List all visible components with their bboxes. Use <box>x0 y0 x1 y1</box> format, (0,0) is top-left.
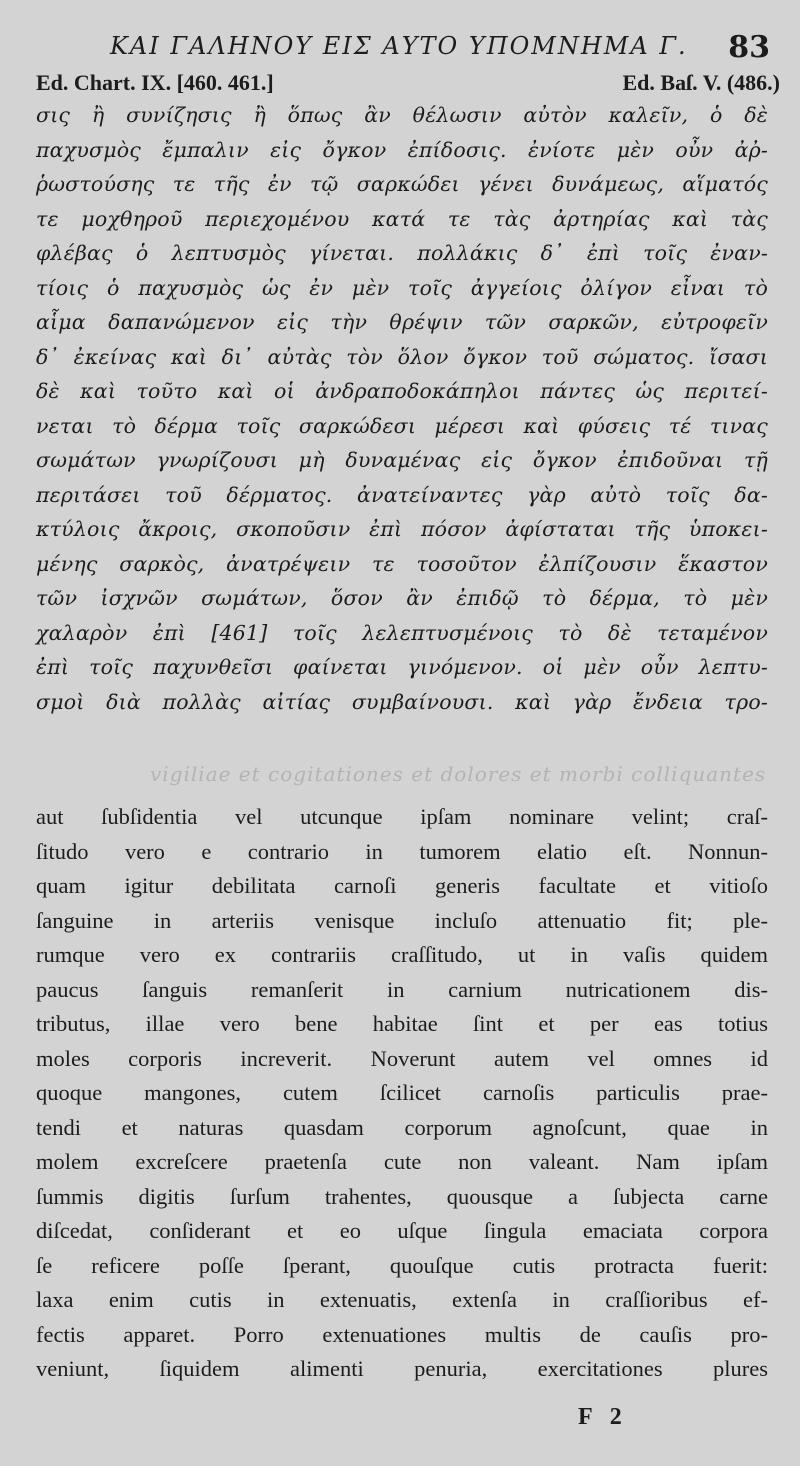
latin-line: quam igitur debilitata carnoſi generis facultate et vitioſo <box>36 873 768 898</box>
running-head <box>0 28 800 68</box>
running-title: ΚΑΙ ΓΑΛΗΝΟΥ ΕΙΣ ΑΥΤΟ ΥΠΟΜΝΗΜΑ Γ. <box>110 32 688 60</box>
greek-line: δ᾽ ἐκείνας καὶ δι᾽ αὐτὰς τὸν ὅλον ὄγκον τοῦ σώματος. ἴσασι <box>36 344 768 369</box>
latin-line: tendi et naturas quasdam corporum agnoſcunt, quae in <box>36 1114 768 1140</box>
latin-line: quoque mangones, cutem ſcilicet carnoſis particulis prae- <box>36 1080 768 1105</box>
latin-line: ſummis digitis ſurſum trahentes, quousque a ſubjecta carne <box>36 1183 768 1209</box>
latin-line: ſe reficere poſſe ſperant, quouſque cutis protracta fuerit: <box>36 1252 768 1278</box>
greek-line: κτύλοις ἄκροις, σκοποῦσιν ἐπὶ πόσον ἀφίσταται τῆς ὑποκει- <box>36 517 768 541</box>
latin-line: molem excreſcere praetenſa cute non valeant. Nam ipſam <box>36 1149 768 1174</box>
greek-line: τε μοχθηροῦ περιεχομένου κατά τε τὰς ἀρτηρίας καὶ τὰς <box>36 206 768 231</box>
greek-line: χαλαρὸν ἐπὶ [461] τοῖς λελεπτυσμένοις τὸ δὲ τεταμένον <box>36 620 768 645</box>
greek-text-block <box>36 98 768 719</box>
signature-mark: F 2 <box>578 1404 628 1430</box>
latin-line: moles corporis increverit. Noverunt autem vel omnes id <box>36 1045 768 1071</box>
latin-line: laxa enim cutis in extenuatis, extenſa in craſſioribus ef- <box>36 1287 768 1312</box>
latin-line: rumque vero ex contrariis craſſitudo, ut in vaſis quidem <box>36 942 768 967</box>
edition-reference-line <box>36 70 780 96</box>
greek-line: τῶν ἰσχνῶν σωμάτων, ὅσον ἂν ἐπιδῷ τὸ δέρμα, τὸ μὲν <box>36 586 768 610</box>
latin-line: fectis apparet. Porro extenuationes multis de cauſis pro- <box>36 1321 768 1347</box>
greek-line: περιτάσει τοῦ δέρματος. ἀνατείναντες γὰρ αὐτὸ τοῖς δα- <box>36 482 768 507</box>
page-number: 83 <box>728 30 770 65</box>
latin-line: ſanguine in arteriis venisque incluſo attenuatio fit; ple- <box>36 907 768 933</box>
latin-line: veniunt, ſiquidem alimenti penuria, exercitationes plures <box>36 1356 768 1381</box>
greek-line: ἐπὶ τοῖς παχυνθεῖσι φαίνεται γινόμενον. οἱ μὲν οὖν λεπτυ- <box>36 655 768 679</box>
latin-line: diſcedat, conſiderant et eo uſque ſingula emaciata corpora <box>36 1218 768 1243</box>
greek-line: σωμάτων γνωρίζουσι μὴ δυναμένας εἰς ὄγκον ἐπιδοῦναι τῇ <box>36 448 768 472</box>
edition-basel: Ed. Baſ. V. (486.) <box>622 70 780 95</box>
greek-line: φλέβας ὁ λεπτυσμὸς γίνεται. πολλάκις δ᾽ ἐπὶ τοῖς ἐναν- <box>36 241 768 265</box>
latin-line: aut ſubſidentia vel utcunque ipſam nominare velint; craſ- <box>36 804 768 829</box>
greek-line: σις ἢ συνίζησις ἢ ὅπως ἂν θέλωσιν αὐτὸν καλεῖν, ὁ δὲ <box>36 103 768 127</box>
greek-line: δὲ καὶ τοῦτο καὶ οἱ ἀνδραποδοκάπηλοι πάντες ὡς περιτεί- <box>36 379 768 403</box>
greek-line: παχυσμὸς ἔμπαλιν εἰς ὄγκον ἐπίδοσις. ἐνίοτε μὲν οὖν ἀῤ- <box>36 137 768 162</box>
bleed-through-text: vigiliae et cogitationes et dolores et morbi colliquantes <box>150 762 767 786</box>
greek-line: νεται τὸ δέρμα τοῖς σαρκώδεσι μέρεσι καὶ φύσεις τέ τινας <box>36 413 768 438</box>
greek-line: τίοις ὁ παχυσμὸς ὡς ἐν μὲν τοῖς ἀγγείοις ὀλίγον εἶναι τὸ <box>36 275 768 300</box>
greek-line: ῥωστούσης τε τῆς ἐν τῷ σαρκώδει γένει δυνάμεως, αἵματός <box>36 172 768 196</box>
greek-line: αἷμα δαπανώμενον εἰς τὴν θρέψιν τῶν σαρκῶν, εὐτροφεῖν <box>36 310 768 334</box>
greek-line: σμοὶ διὰ πολλὰς αἰτίας συμβαίνουσι. καὶ γὰρ ἔνδεια τρο- <box>36 689 768 714</box>
latin-line: paucus ſanguis remanſerit in carnium nutricationem dis- <box>36 976 768 1002</box>
latin-line: ſitudo vero e contrario in tumorem elatio eſt. Nonnun- <box>36 838 768 864</box>
latin-text-block <box>36 800 768 1387</box>
greek-line: μένης σαρκὸς, ἀνατρέψειν τε τοσοῦτον ἐλπίζουσιν ἕκαστον <box>36 551 768 576</box>
edition-chartier: Ed. Chart. IX. [460. 461.] <box>36 70 274 95</box>
latin-line: tributus, illae vero bene habitae ſint et per eas totius <box>36 1011 768 1036</box>
